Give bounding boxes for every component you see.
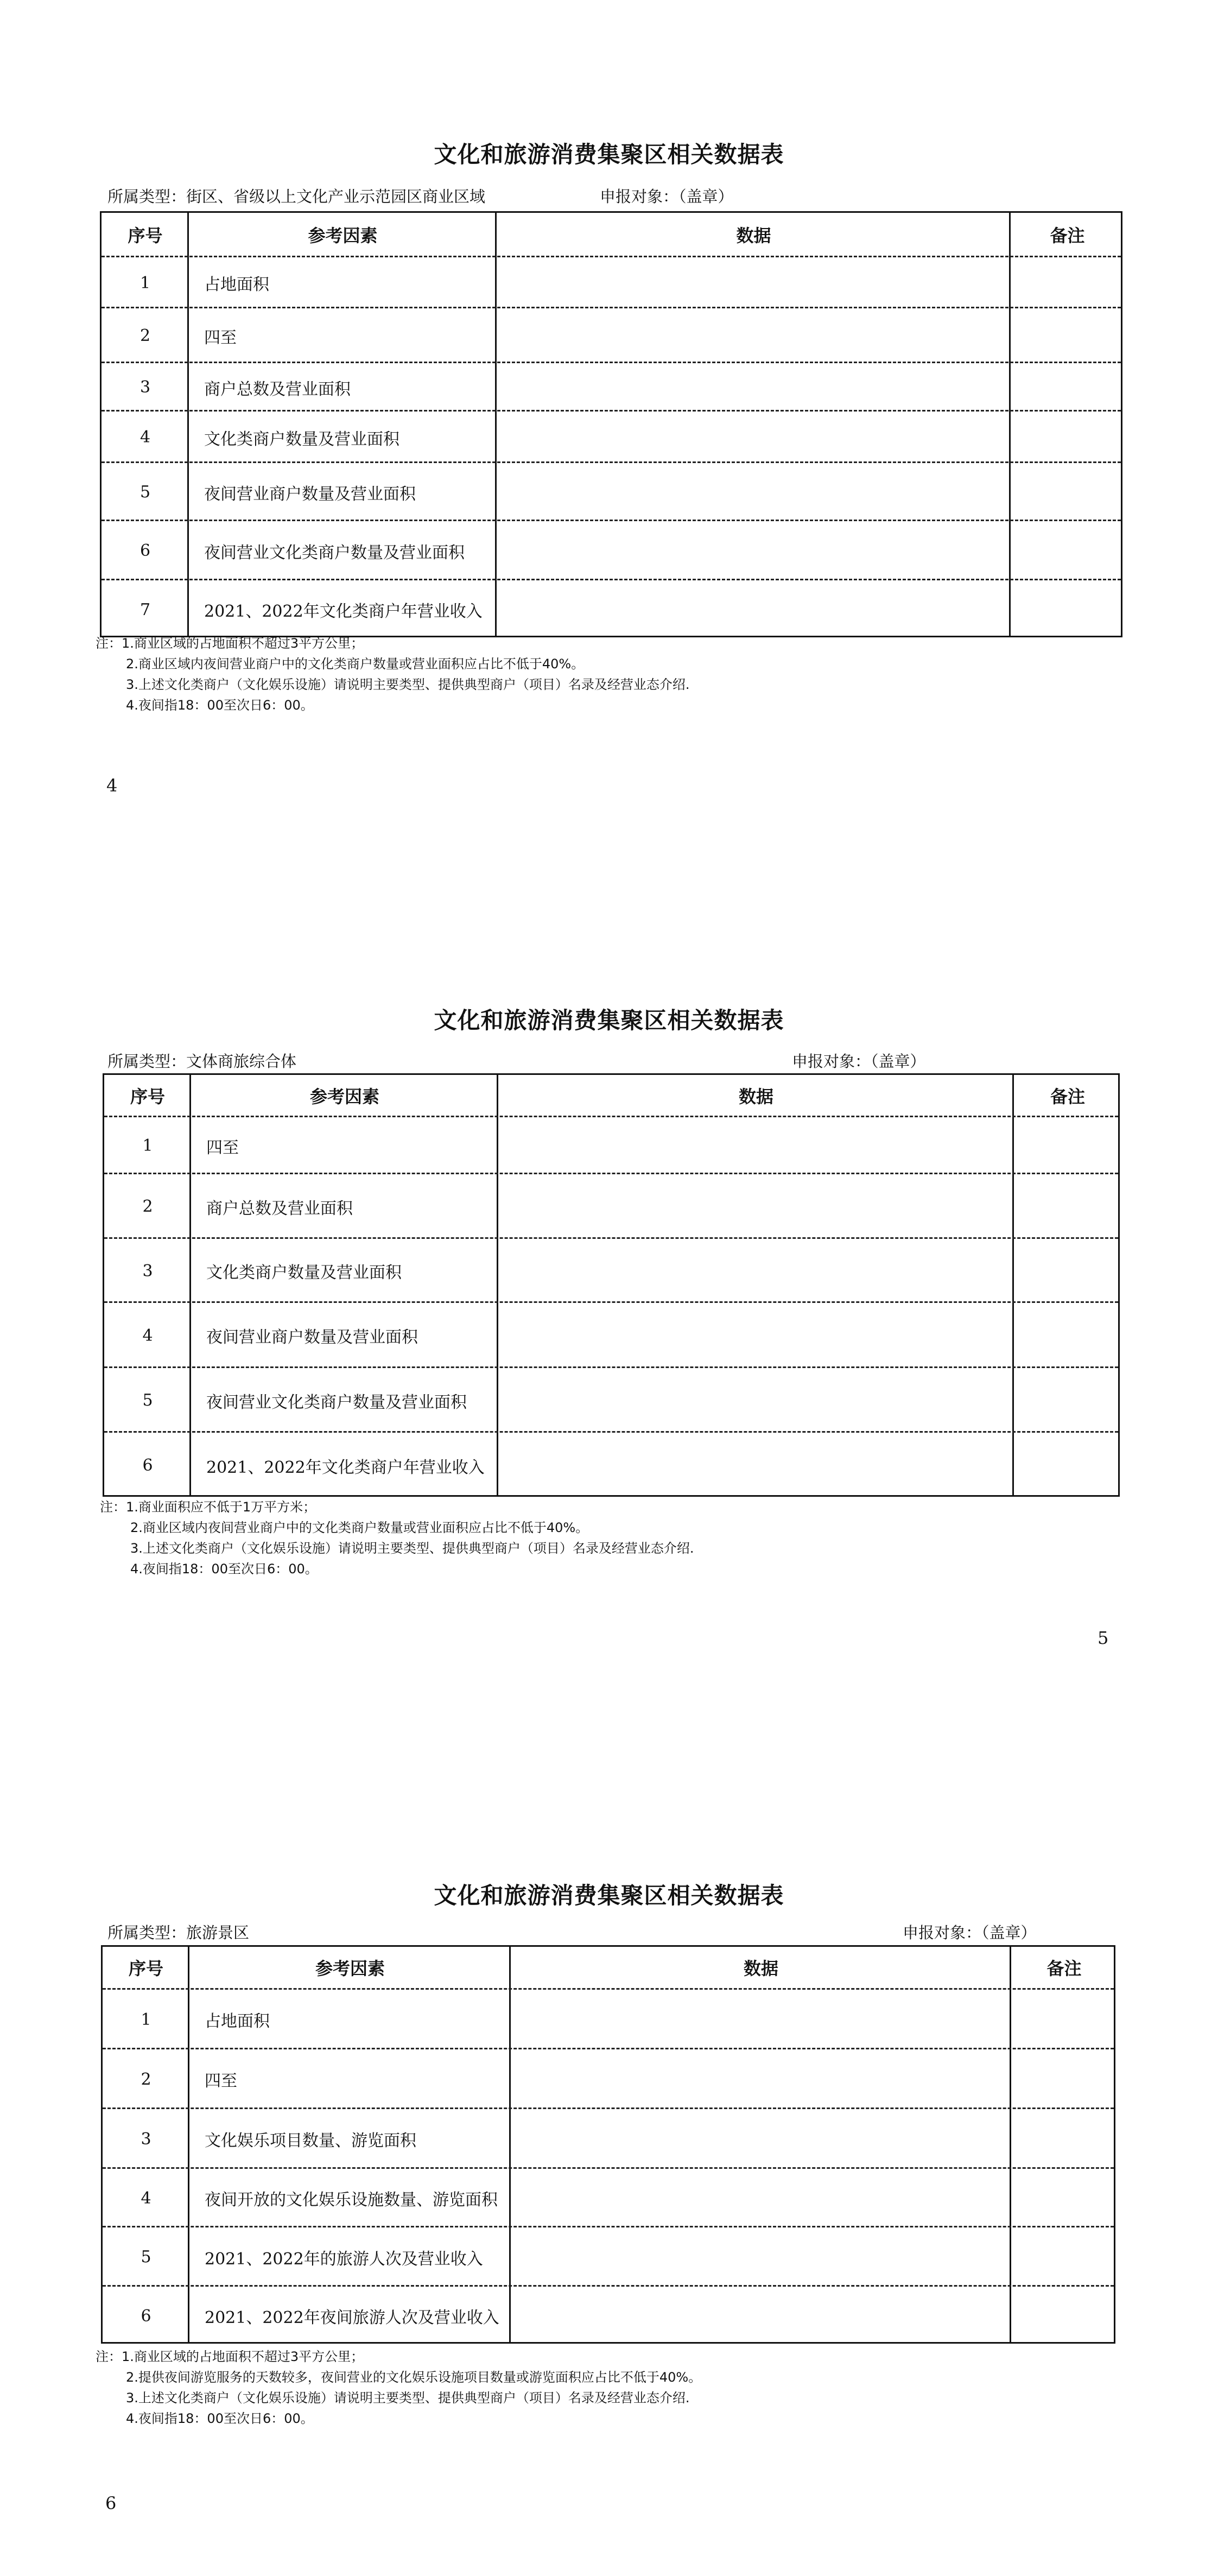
reference-factor-cell: 夜间营业商户数量及营业面积 [204, 484, 416, 504]
serial-number-cell: 4 [139, 428, 151, 447]
category-label: 所属类型：旅游景区 [107, 1923, 250, 1942]
remarks-input-cell[interactable] [1011, 412, 1124, 463]
note-line: 3.上述文化类商户（文化娱乐设施）请说明主要类型、提供典型商户（项目）名录及经营业态介绍. [130, 1541, 694, 1556]
data-input-cell[interactable] [498, 1239, 1014, 1303]
header-remarks: 备注 [1050, 225, 1085, 246]
reference-factor-cell: 商户总数及营业面积 [204, 379, 351, 399]
remarks-input-cell[interactable] [1014, 1117, 1121, 1174]
remarks-input-cell[interactable] [1014, 1303, 1121, 1368]
note-line: 2.商业区域内夜间营业商户中的文化类商户数量或营业面积应占比不低于40%。 [126, 656, 585, 672]
note-line: 4.夜间指18：00至次日6：00。 [126, 2411, 314, 2426]
remarks-input-cell[interactable] [1011, 2049, 1117, 2109]
notes-block [96, 2346, 701, 2429]
reference-factor-cell: 2021、2022年夜间旅游人次及营业收入 [205, 2308, 499, 2327]
note-line: 注：1.商业面积应不低于1万平方米； [100, 1499, 316, 1515]
reference-factor-cell: 文化类商户数量及营业面积 [204, 429, 399, 449]
serial-number-cell: 4 [142, 1326, 153, 1345]
header-data: 数据 [736, 225, 771, 246]
data-input-cell[interactable] [497, 257, 1011, 308]
reference-factor-cell: 2021、2022年的旅游人次及营业收入 [205, 2249, 483, 2269]
serial-number-cell: 1 [141, 2010, 151, 2029]
reference-factor-cell: 夜间营业商户数量及营业面积 [206, 1328, 418, 1347]
reference-factor-cell: 占地面积 [205, 2012, 270, 2031]
notes-block [100, 1497, 694, 1579]
reference-factor-cell: 夜间营业文化类商户数量及营业面积 [206, 1393, 467, 1412]
remarks-input-cell[interactable] [1011, 2287, 1117, 2345]
page-number: 4 [106, 775, 118, 796]
remarks-input-cell[interactable] [1011, 2227, 1117, 2287]
reference-factor-cell: 商户总数及营业面积 [206, 1199, 353, 1218]
reference-factor-cell: 夜间开放的文化娱乐设施数量、游览面积 [205, 2191, 498, 2210]
serial-number-cell: 6 [142, 1456, 153, 1475]
data-input-cell[interactable] [498, 1368, 1014, 1433]
category-label: 所属类型：文体商旅综合体 [107, 1052, 297, 1071]
note-line: 注：1.商业区域的占地面积不超过3平方公里； [96, 2349, 364, 2364]
remarks-input-cell[interactable] [1014, 1368, 1121, 1433]
header-reference-factor: 参考因素 [309, 1086, 379, 1107]
data-input-cell[interactable] [497, 308, 1011, 363]
remarks-input-cell[interactable] [1011, 257, 1124, 308]
page-number: 5 [1098, 1628, 1109, 1648]
header-remarks: 备注 [1046, 1958, 1082, 1979]
note-line: 2.商业区域内夜间营业商户中的文化类商户数量或营业面积应占比不低于40%。 [130, 1520, 589, 1535]
form-title: 文化和旅游消费集聚区相关数据表 [434, 141, 784, 168]
applicant-seal-label: 申报对象：（盖章） [600, 187, 734, 206]
header-data: 数据 [743, 1958, 778, 1979]
header-serial-number: 序号 [128, 225, 163, 246]
reference-factor-cell: 四至 [204, 328, 237, 347]
note-line: 4.夜间指18：00至次日6：00。 [126, 698, 314, 713]
reference-factor-cell: 四至 [205, 2072, 237, 2091]
data-input-cell[interactable] [498, 1433, 1014, 1498]
note-line: 2.提供夜间游览服务的天数较多，夜间营业的文化娱乐设施项目数量或游览面积应占比不低于40%。 [126, 2370, 702, 2385]
serial-number-cell: 5 [141, 2248, 151, 2267]
remarks-input-cell[interactable] [1011, 308, 1124, 363]
category-label: 所属类型：街区、省级以上文化产业示范园区商业区域 [107, 187, 486, 206]
data-input-cell[interactable] [497, 412, 1011, 463]
serial-number-cell: 2 [139, 326, 151, 345]
serial-number-cell: 3 [142, 1261, 153, 1281]
data-input-cell[interactable] [498, 1117, 1014, 1174]
applicant-seal-label: 申报对象：（盖章） [792, 1052, 926, 1071]
data-input-cell[interactable] [498, 1174, 1014, 1239]
header-reference-factor: 参考因素 [315, 1958, 385, 1979]
data-input-cell[interactable] [497, 363, 1011, 412]
note-line: 3.上述文化类商户（文化娱乐设施）请说明主要类型、提供典型商户（项目）名录及经营业态介绍. [126, 2390, 690, 2406]
data-table [101, 1945, 1115, 2344]
data-input-cell[interactable] [511, 2169, 1011, 2227]
remarks-input-cell[interactable] [1011, 2169, 1117, 2227]
serial-number-cell: 3 [141, 2129, 151, 2149]
header-remarks: 备注 [1050, 1086, 1085, 1107]
data-input-cell[interactable] [511, 1990, 1011, 2049]
remarks-input-cell[interactable] [1011, 1990, 1117, 2049]
data-input-cell[interactable] [511, 2109, 1011, 2169]
remarks-input-cell[interactable] [1011, 463, 1124, 521]
note-line: 4.夜间指18：00至次日6：00。 [130, 1561, 318, 1577]
data-input-cell[interactable] [498, 1303, 1014, 1368]
page-number: 6 [105, 2493, 117, 2514]
remarks-input-cell[interactable] [1011, 2109, 1117, 2169]
reference-factor-cell: 四至 [206, 1138, 239, 1157]
remarks-input-cell[interactable] [1011, 363, 1124, 412]
data-input-cell[interactable] [497, 580, 1011, 639]
serial-number-cell: 5 [139, 483, 151, 502]
remarks-input-cell[interactable] [1014, 1239, 1121, 1303]
data-table [103, 1073, 1120, 1497]
notes-block [96, 633, 690, 716]
remarks-input-cell[interactable] [1014, 1174, 1121, 1239]
serial-number-cell: 2 [142, 1197, 153, 1216]
data-table [100, 211, 1122, 637]
header-serial-number: 序号 [130, 1086, 165, 1107]
form-title: 文化和旅游消费集聚区相关数据表 [434, 1882, 784, 1909]
serial-number-cell: 6 [139, 541, 151, 560]
remarks-input-cell[interactable] [1014, 1433, 1121, 1498]
header-reference-factor: 参考因素 [308, 225, 378, 246]
note-line: 3.上述文化类商户（文化娱乐设施）请说明主要类型、提供典型商户（项目）名录及经营业态介绍. [126, 677, 690, 692]
serial-number-cell: 6 [141, 2306, 151, 2326]
reference-factor-cell: 文化娱乐项目数量、游览面积 [205, 2131, 416, 2150]
data-input-cell[interactable] [511, 2287, 1011, 2345]
reference-factor-cell: 文化类商户数量及营业面积 [206, 1263, 402, 1282]
serial-number-cell: 1 [139, 273, 151, 293]
note-line: 注：1.商业区域的占地面积不超过3平方公里； [96, 636, 364, 651]
header-serial-number: 序号 [128, 1958, 163, 1979]
reference-factor-cell: 2021、2022年文化类商户年营业收入 [206, 1458, 485, 1477]
reference-factor-cell: 2021、2022年文化类商户年营业收入 [204, 602, 483, 621]
serial-number-cell: 5 [142, 1391, 153, 1410]
remarks-input-cell[interactable] [1011, 521, 1124, 580]
serial-number-cell: 3 [139, 378, 151, 397]
applicant-seal-label: 申报对象：（盖章） [903, 1923, 1037, 1942]
data-input-cell[interactable] [511, 2227, 1011, 2287]
header-data: 数据 [738, 1086, 773, 1107]
serial-number-cell: 4 [141, 2188, 151, 2208]
data-input-cell[interactable] [511, 2049, 1011, 2109]
data-input-cell[interactable] [497, 463, 1011, 521]
form-title: 文化和旅游消费集聚区相关数据表 [434, 1007, 784, 1034]
serial-number-cell: 7 [139, 600, 151, 619]
remarks-input-cell[interactable] [1011, 580, 1124, 639]
data-input-cell[interactable] [497, 521, 1011, 580]
reference-factor-cell: 夜间营业文化类商户数量及营业面积 [204, 543, 465, 562]
serial-number-cell: 2 [141, 2069, 151, 2089]
serial-number-cell: 1 [142, 1136, 153, 1155]
reference-factor-cell: 占地面积 [204, 275, 269, 294]
